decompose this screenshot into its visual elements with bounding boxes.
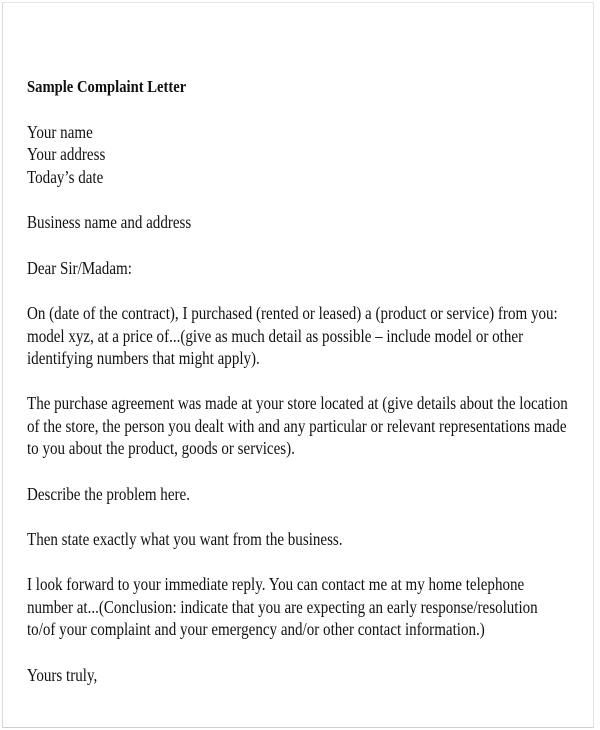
salutation: Dear Sir/Madam: <box>27 258 132 278</box>
paragraph-problem: Describe the problem here. <box>27 484 190 504</box>
paragraph-purchase-line-3: identifying numbers that might apply). <box>27 348 260 368</box>
document-page <box>2 2 594 728</box>
paragraph-request: Then state exactly what you want from the business. <box>27 529 343 549</box>
paragraph-agreement-line-1: The purchase agreement was made at your store located at (give details about the location <box>27 393 568 413</box>
sender-address: Your address <box>27 144 106 164</box>
paragraph-purchase-line-1: On (date of the contract), I purchased (rented or leased) a (product or service) from you: <box>27 303 558 323</box>
paragraph-conclusion-line-2: number at...(Conclusion: indicate that you are expecting an early response/resolution <box>27 597 538 617</box>
closing: Yours truly, <box>27 665 98 685</box>
letter-title: Sample Complaint Letter <box>27 77 187 96</box>
paragraph-agreement-line-3: to you about the product, goods or services). <box>27 438 295 458</box>
paragraph-purchase-line-2: model xyz, at a price of...(give as much detail as possible – include model or other <box>27 326 524 346</box>
recipient-block: Business name and address <box>27 212 192 232</box>
paragraph-conclusion-line-1: I look forward to your immediate reply. You can contact me at my home telephone <box>27 574 525 594</box>
letter-date: Today’s date <box>27 167 104 187</box>
paragraph-conclusion-line-3: to/of your complaint and your emergency and/or other contact information.) <box>27 619 485 639</box>
sender-name: Your name <box>27 122 93 142</box>
paragraph-agreement-line-2: of the store, the person you dealt with and any particular or relevant representations made <box>27 416 567 436</box>
